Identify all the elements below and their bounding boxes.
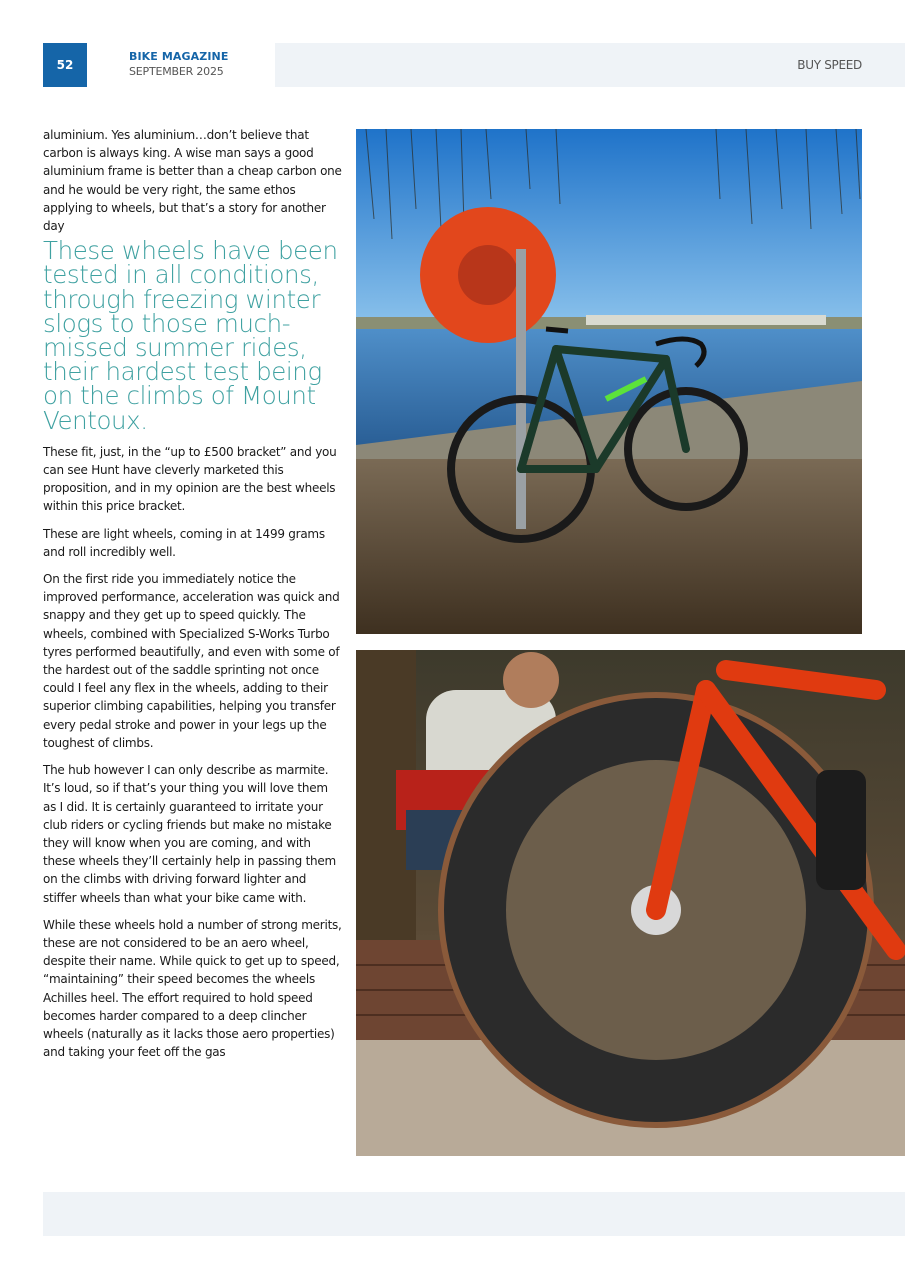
- pull-quote: These wheels have been tested in all conditions, through freezing winter slogs to those much-missed summer rides, their hardest test being on the climbs of Mount Ventoux.: [43, 236, 338, 435]
- body-paragraph: The hub however I can only describe as marmite. It’s loud, so if that’s your thing you will love them as I did. It is certainly guaranteed to irritate your club riders or cycling friends but make no mistake they will know when you are coming, and with these wheels they’ll certainly help in passing them on the climbs with driving forward lighter and stiffer wheels than what your bike came with.: [43, 763, 336, 905]
- header-bar: [275, 43, 905, 87]
- body-paragraph: On the first ride you immediately notice the improved performance, acceleration was quick and snappy and they get up to speed quickly. The wheels, combined with Specialized S-Works Turbo tyres performed beautifully, and even with some of the hardest out of the saddle sprinting not once could I feel any flex in the wheels, adding to their superior climbing capabilities, helping you transfer every pedal stroke and power in your legs up the toughest of climbs.: [43, 572, 340, 750]
- magazine-name: BIKE MAGAZINE: [129, 50, 229, 63]
- footer-bar: [43, 1192, 905, 1236]
- masthead: [129, 50, 228, 79]
- body-paragraph: These fit, just, in the “up to £500 bracket” and you can see Hunt have cleverly marketed this proposition, and in my opinion are the best wheels within this price bracket.: [43, 444, 337, 514]
- body-paragraph: While these wheels hold a number of strong merits, these are not considered to be an aero wheel, despite their name. While quick to get up to speed, “maintaining” their speed becomes the wheels Achilles heel. The effort required to hold speed becomes harder compared to a deep clincher wheels (naturally as it lacks those aero properties) and taking your feet off the gas: [43, 917, 342, 1060]
- article-column: [43, 126, 343, 1070]
- section-label: BUY SPEED: [797, 58, 862, 72]
- red-bike-photo: [356, 650, 905, 1156]
- body-paragraph: These are light wheels, coming in at 1499 grams and roll incredibly well.: [43, 526, 325, 559]
- intro-paragraph: aluminium. Yes aluminium…don’t believe that carbon is always king. A wise man says a good aluminium frame is better than a cheap carbon one and he would be very right, the same ethos applying to wheels, but that’s a story for another day: [43, 128, 342, 234]
- page-number: 52: [43, 43, 87, 87]
- issue-date: SEPTEMBER 2025: [129, 65, 224, 78]
- lakeside-bike-photo: [356, 129, 862, 634]
